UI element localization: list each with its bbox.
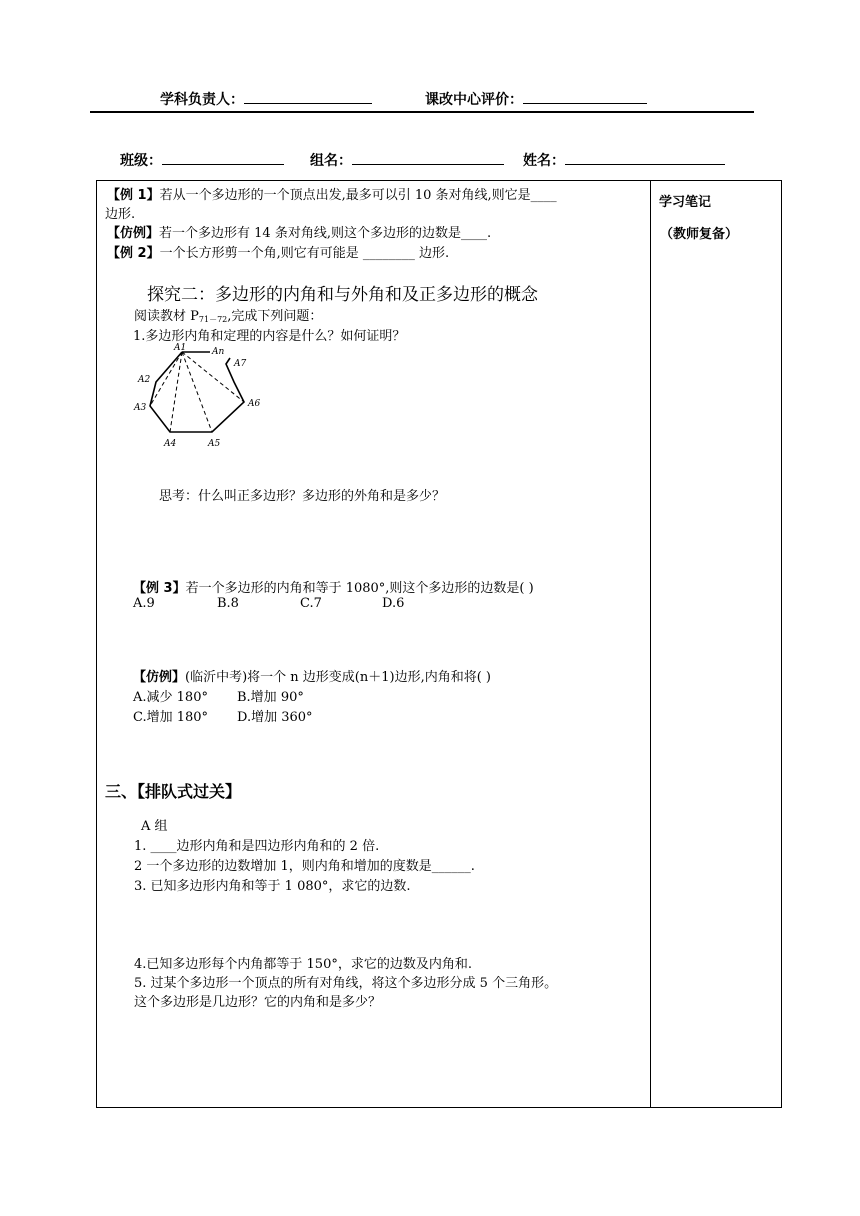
imitation-2: 【仿例】(临沂中考)将一个 n 边形变成(n＋1)边形,内角和将( ) xyxy=(133,670,491,685)
notes-subtitle: （教师复备） xyxy=(660,227,739,242)
vertex-label: A2 xyxy=(138,375,151,385)
group-label: 组名： xyxy=(310,153,352,169)
problem-4: 4.已知多边形每个内角都等于 150°，求它的边数及内角和. xyxy=(134,957,472,972)
problem-5-line-2: 这个多边形是几边形？它的内角和是多少？ xyxy=(134,995,382,1010)
imitation-2-option-d: D.增加 360° xyxy=(237,710,313,725)
section-3-heading: 三、【排队式过关】 xyxy=(105,782,242,801)
example-3-option-a: A.9 xyxy=(133,596,155,611)
problem-1: 1. ____边形内角和是四边形内角和的 2 倍. xyxy=(134,839,380,854)
imitation-1: 【仿例】若一个多边形有 14 条对角线,则这个多边形的边数是____. xyxy=(107,226,492,241)
example-3-option-c: C.7 xyxy=(300,596,322,611)
vertex-label: An xyxy=(212,347,225,357)
example-2: 【例 2】一个长方形剪一个角,则它有可能是 ________ 边形. xyxy=(107,246,450,261)
center-eval-blank xyxy=(523,89,647,104)
problem-5-line-1: 5. 过某个多边形一个顶点的所有对角线，将这个多边形分成 5 个三角形。 xyxy=(134,976,558,991)
class-blank xyxy=(162,150,284,165)
name-label: 姓名： xyxy=(523,153,565,169)
problem-3: 3. 已知多边形内角和等于 1 080°，求它的边数. xyxy=(134,879,411,894)
vertex-label: A4 xyxy=(164,439,177,449)
imitation-2-option-c: C.增加 180° xyxy=(133,710,209,725)
notes-column-divider xyxy=(650,180,651,1107)
think-question: 思考：什么叫正多边形？多边形的外角和是多少？ xyxy=(159,489,446,504)
center-eval-label: 课改中心评价： xyxy=(425,92,523,108)
reading-instruction: 阅读教材 $P_{71-72}$,完成下列问题： xyxy=(134,309,323,324)
header-rule xyxy=(90,111,754,113)
question-1: 1.多边形内角和定理的内容是什么？如何证明？ xyxy=(133,329,406,344)
example-3-option-d: D.6 xyxy=(382,596,405,611)
diagonal-line xyxy=(150,352,182,406)
notes-title: 学习笔记 xyxy=(659,195,712,210)
vertex-label: A3 xyxy=(134,403,147,413)
vertex-label: A1 xyxy=(174,343,187,353)
group-blank xyxy=(352,150,504,165)
imitation-2-option-b: B.增加 90° xyxy=(237,690,304,705)
example-3-option-b: B.8 xyxy=(217,596,239,611)
vertex-label: A7 xyxy=(234,359,247,369)
vertex-label: A6 xyxy=(248,399,261,409)
problem-2: 2 一个多边形的边数增加 1，则内角和增加的度数是______. xyxy=(134,859,475,874)
example-3: 【例 3】若一个多边形的内角和等于 1080°,则这个多边形的边数是( ) xyxy=(133,581,534,596)
section-2-title: 探究二：多边形的内角和与外角和及正多边形的概念 xyxy=(147,285,538,305)
subject-owner-blank xyxy=(244,89,372,104)
subject-owner-label: 学科负责人： xyxy=(160,92,244,108)
class-label: 班级： xyxy=(120,153,162,169)
group-a-label: A 组 xyxy=(141,819,168,834)
example-1: 【例 1】若从一个多边形的一个顶点出发,最多可以引 10 条对角线,则它是____ xyxy=(107,188,557,203)
imitation-2-option-a: A.减少 180° xyxy=(133,690,208,705)
vertex-label: A5 xyxy=(208,439,221,449)
diagonal-line xyxy=(182,352,212,432)
example-1-cont: 边形. xyxy=(105,207,136,222)
name-blank xyxy=(565,150,725,165)
polygon-figure xyxy=(130,340,270,455)
